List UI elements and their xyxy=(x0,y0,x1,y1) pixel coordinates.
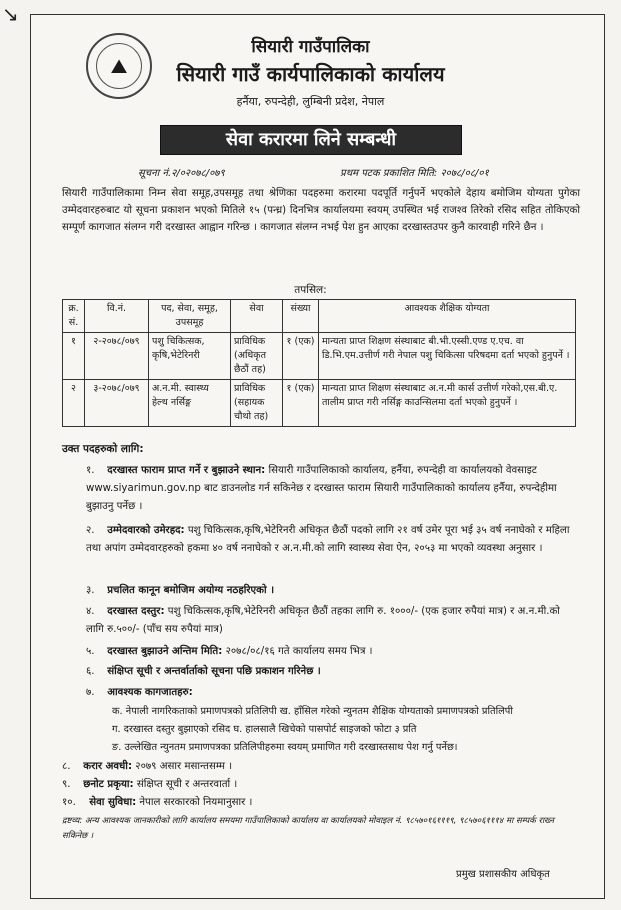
list-item xyxy=(86,643,576,661)
document-line: ग. दरखास्त दस्तुर बुझाएको रसिद घ. हालसालै खिचेको पासपोर्ट साइजको फोटा ३ प्रति xyxy=(112,724,417,735)
table-row xyxy=(63,380,576,427)
col-header-serial: क्र. सं. xyxy=(63,300,85,333)
posts-table xyxy=(62,299,576,427)
item-number: ६. xyxy=(86,666,95,677)
item-number: १०. xyxy=(62,797,76,808)
item-number: ४. xyxy=(86,606,95,617)
org-name-line1: सियारी गाउँपालिका xyxy=(251,37,370,57)
cell-post: पशु चिकित्सक, कृषि,भेटेरिनरी xyxy=(149,333,231,380)
document-line: क. नेपाली नागरिकताको प्रमाणपत्रको प्रतिलिपी ख. हाँसिल गरेको न्युनतम शैक्षिक योग्यताको प्रमाणपत्रको प्रतिलिपी xyxy=(112,706,513,717)
cell-qualification: मान्यता प्राप्त शिक्षण संस्थाबाट अ.न.मी कार्स उत्तीर्ण गरेको,एस.बी.ए. तालीम प्राप्त गरी नर्सिङ्ग काउन्सिलमा दर्ता भएको हुनुपर्ने । xyxy=(319,380,576,427)
cell-serial: २ xyxy=(63,380,85,427)
item-number: ५. xyxy=(86,646,95,657)
list-item xyxy=(86,522,576,558)
item-label: करार अवधी: xyxy=(83,761,133,772)
notice-banner: सेवा करारमा लिने सम्बन्धी xyxy=(160,125,462,155)
item-text: संक्षिप्त सूची र अन्तरवार्ता । xyxy=(136,779,238,790)
published-date: प्रथम पटक प्रकाशित मिति: २०७८/०८/०१ xyxy=(340,168,489,179)
item-label: छनोट प्रकृया: xyxy=(83,779,134,790)
list-item xyxy=(86,582,576,600)
col-header-qualification: आवश्यक शैक्षिक योग्यता xyxy=(319,300,576,333)
address: हर्नैया, रुपन्देही, लुम्बिनी प्रदेश, नेपाल xyxy=(236,95,385,108)
col-header-count: संख्या xyxy=(283,300,319,333)
item-label: संक्षिप्त सूची र अन्तर्वार्ताको सूचना पछि प्रकाशन गरिनेछ । xyxy=(107,666,321,677)
org-name-line2: सियारी गाउँ कार्यपालिकाको कार्यालय xyxy=(176,62,445,86)
item-label: दरखास्त फाराम प्राप्त गर्ने र बुझाउने स्थान: xyxy=(107,465,266,476)
notice-number: सूचना नं.२/०२०७८/०७९ xyxy=(138,168,225,179)
item-label: दरखास्त दस्तुर: xyxy=(107,606,165,617)
item-number: ३. xyxy=(86,585,95,596)
cell-adv-no: २-२०७८/०७९ xyxy=(85,333,149,380)
cell-adv-no: ३-२०७८/०७९ xyxy=(85,380,149,427)
item-text: नेपाल सरकारको नियमानुसार । xyxy=(139,797,253,808)
list-item xyxy=(86,603,576,639)
cell-service: प्राविधिक (अधिकृत छैठौं तह) xyxy=(231,333,283,380)
cell-count: १ (एक) xyxy=(283,380,319,427)
item-text: पशु चिकित्सक,कृषि,भेटेरिनरी अधिकृत छैठौं तहका लागि रु. १०००/- (एक हजार रुपैयां मात्र) र अ.न.मी.को लागि रु.५००/- (पाँच सय रुपैयां मात्र) xyxy=(86,606,560,635)
emblem-inner-icon: ⛰ xyxy=(96,43,142,89)
document-line: ङ. उल्लेखित न्युनतम प्रमाणपत्रका प्रतिलिपीहरुमा स्वयम् प्रमाणित गरी दरखास्तसाथ पेश गर्नु पर्नेछ। xyxy=(112,742,458,753)
list-item xyxy=(62,794,552,812)
table-row xyxy=(63,333,576,380)
signature-title: प्रमुख प्रशासकीय अधिकृत xyxy=(456,869,550,880)
item-label: सेवा सुविधा: xyxy=(89,797,137,808)
intro-paragraph: सियारी गाउँपालिकामा निम्न सेवा समूह,उपसमूह तथा श्रेणिका पदहरुमा करारमा पदपूर्ति गर्नुपर्ने भएकोले देहाय बमोजिम योग्यता पुगेका उम्मेदवारहरुबाट यो सूचना प्रकाशन भएको मितिले १५ (पन्ध्र) दिनभित्र कार्यालयमा स्वयम् उपस्थित भई राजश्व तिरेको रसिद सहित तोकिएको सम्पूर्ण कागजात संलग्न गरी दरखास्त आह्वान गरिन्छ । कागजात संलग्न नभई पेश हुन आएका दरखास्तउपर कुनै कारवाही गरिने छैन । xyxy=(62,188,580,233)
item-label: प्रचलित कानून बमोजिम अयोग्य नठहरिएको । xyxy=(107,585,275,596)
item-text: २०७८/०८/१६ गते कार्यालय समय भित्र । xyxy=(225,646,373,657)
list-item xyxy=(86,462,576,516)
list-item xyxy=(86,684,576,702)
item-number: २. xyxy=(86,525,95,536)
item-label: उम्मेदवारको उमेरहद: xyxy=(107,525,185,536)
cell-service: प्राविधिक (सहायक चौथो तह) xyxy=(231,380,283,427)
posts-heading: उक्त पदहरुको लागि: xyxy=(62,443,144,455)
item-number: ९. xyxy=(62,779,71,790)
list-item xyxy=(62,758,552,776)
table-header-row xyxy=(63,300,576,333)
footnote: द्रष्टव्य: अन्य आवश्यक जानकारीको लागि कार्यालय समयमा गाउँपालिकाको कार्यालय वा कार्यालयको मोवाइल नं. ९८५७०१६१११९, ९८५७०६१११४ मा सम्पर्क राख्न सकिनेछ । xyxy=(62,816,554,841)
col-header-service: सेवा xyxy=(231,300,283,333)
item-text: २०७९ असार मसान्तसम्म । xyxy=(135,761,233,772)
table-title: तपसिल: xyxy=(294,284,327,296)
item-label: दरखास्त बुझाउने अन्तिम मिति: xyxy=(107,646,223,657)
list-item xyxy=(86,663,576,681)
item-label: आवश्यक कागजातहरु: xyxy=(107,687,193,698)
item-number: ७. xyxy=(86,687,95,698)
item-text: पशु चिकित्सक,कृषि,भेटेरिनरी अधिकृत छैठौं पदको लागि २१ वर्ष उमेर पूरा भई ३५ वर्ष ननाघेको र महिला तथा अपांग उम्मेदवारहरुको हकमा ४० वर्ष ननाघेको र अ.न.मी.को लागि स्वास्थ्य सेवा ऐन, २०५३ मा भएको व्यवस्था अनुसार । xyxy=(86,525,570,554)
item-number: ८. xyxy=(62,761,71,772)
col-header-post: पद, सेवा, समूह, उपसमूह xyxy=(149,300,231,333)
corner-mark-icon: ↘ xyxy=(2,2,19,26)
item-number: १. xyxy=(86,465,95,476)
col-header-adv-no: वि.नं. xyxy=(85,300,149,333)
list-item xyxy=(62,776,552,794)
cell-serial: १ xyxy=(63,333,85,380)
cell-qualification: मान्यता प्राप्त शिक्षण संस्थाबाट बी.भी.एस्सी.एण्ड ए.एच. वा डि.भि.एम.उत्तीर्ण गरी नेपाल पशु चिकित्सा परिषदमा दर्ता भएको हुनुपर्ने । xyxy=(319,333,576,380)
item-text: सियारी गाउँपालिकाको कार्यालय, हर्नैया, रुपन्देही वा कार्यालयको वेवसाइट www.siyarimun.gov.np बाट डाउनलोड गर्न सकिनेछ र दरखास्त फाराम सियारी गाउँपालिकाको कार्यालय हर्नैया, रुपन्देहीमा बुझाउनु पर्नेछ । xyxy=(86,465,557,512)
cell-post: अ.न.मी. स्वास्थ्य हेल्थ नर्सिङ्ग xyxy=(149,380,231,427)
cell-count: १ (एक) xyxy=(283,333,319,380)
